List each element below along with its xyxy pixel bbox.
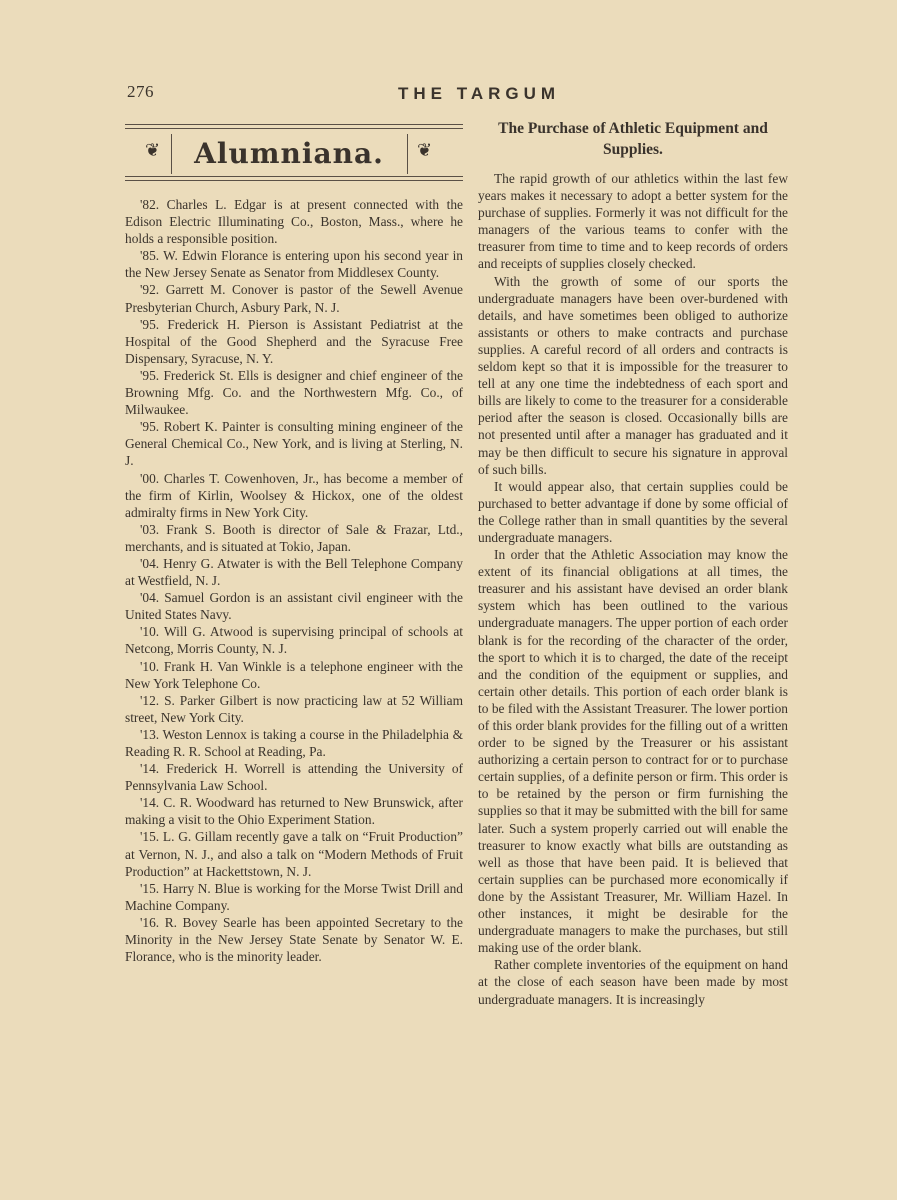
alumni-entry: '95. Frederick H. Pierson is Assistant Pediatrist at the Hospital of the Good Shepherd and the Syracuse Free Dispensary, Syracuse, N. Y. — [125, 316, 463, 366]
alumni-entry: '10. Will G. Atwood is supervising principal of schools at Netcong, Morris County, N. J. — [125, 624, 463, 657]
article-body — [478, 170, 788, 1008]
heading-rule — [125, 180, 463, 181]
alumni-heading: Alumniana. — [194, 137, 384, 170]
alumni-entry: '12. S. Parker Gilbert is now practicing law at 52 William street, New York City. — [125, 692, 463, 725]
alumni-entry: '00. Charles T. Cowenhoven, Jr., has become a member of the firm of Kirlin, Woolsey & Hickox, one of the oldest admiralty firms in New York City. — [125, 470, 463, 520]
alumni-entry: '14. Frederick H. Worrell is attending the University of Pennsylvania Law School. — [125, 761, 463, 794]
page-number: 276 — [127, 82, 154, 101]
alumni-list — [125, 196, 463, 965]
leaf-ornament-icon: ❦ — [417, 140, 433, 160]
article-paragraph: Rather complete inventories of the equipment on hand at the close of each season have been made by most undergraduate managers. It is increasingly — [478, 957, 788, 1007]
alumni-entry: '03. Frank S. Booth is director of Sale & Frazar, Ltd., merchants, and is situated at Tokio, Japan. — [125, 521, 463, 554]
alumni-entry: '04. Henry G. Atwater is with the Bell Telephone Company at Westfield, N. J. — [125, 555, 463, 589]
article-paragraph: The rapid growth of our athletics within the last few years makes it necessary to adopt a better system for the purchase of supplies. Formerly it was not difficult for the managers of the various teams to confer with the treasurer from time to time and to keep records of orders and receipts of supplies closely checked. — [478, 171, 788, 272]
alumni-entry: '82. Charles L. Edgar is at present connected with the Edison Electric Illuminating Co., Boston, Mass., where he holds a responsible position. — [125, 197, 463, 247]
alumni-entry: '92. Garrett M. Conover is pastor of the Sewell Avenue Presbyterian Church, Asbury Park, N. J. — [125, 282, 463, 315]
article-paragraph: In order that the Athletic Association may know the extent of its financial obligations at all times, the treasurer and his assistant have devised an order blank system which has been outlined to the various undergraduate managers. The upper portion of each order blank is for the recording of the character of the order, the sport to which it is to charged, the date of the receipt and the condition of the equipment or supplies, and certain other details. This portion of each order blank is to be filed with the Assistant Treasurer. The lower portion of this order blank provides for the filling out of a written order to be signed by the Treasurer or his assistant authorizing a certain person to contract for or to purchase certain supplies, of a definite person or firm. This order is to be retained by the person or firm furnishing the supplies so that it may be submitted with the bill for same later. Such a system properly carried out will enable the treasurer to know exactly what bills are outstanding as well as those that have been paid. It is believed that certain supplies can be purchased more economically if done by the Assistant Treasurer, Mr. William Hazel. In other instances, it might be desirable for the undergraduate managers to make the purchases, but still making use of the order blank. — [478, 547, 788, 956]
heading-rule — [125, 128, 463, 129]
article-paragraph: With the growth of some of our sports the undergraduate managers have been over-burdened with details, and have sometimes been obliged to authorize assistants or others to make contracts and purchase supplies. A careful record of all orders and contracts is seldom kept so that it is impossible for the treasurer to tell at any one time the indebtedness of each sport and bills are likely to come to the treasurer for a considerable period after the season is closed. Occasionally bills are not presented until after a manager has graduated and it may be then difficult to secure his signature in approval of such bills. — [478, 273, 788, 477]
alumni-entry: '16. R. Bovey Searle has been appointed Secretary to the Minority in the New Jersey State Senate by Senator W. E. Florance, who is the minority leader. — [125, 914, 463, 965]
article-paragraph: It would appear also, that certain supplies could be purchased to better advantage if done by some official of the College rather than in small quantities by the several undergraduate managers. — [478, 478, 788, 545]
heading-rule — [125, 176, 463, 177]
article-column — [478, 118, 788, 1008]
alumni-entry: '13. Weston Lennox is taking a course in the Philadelphia & Reading R. R. School at Reading, Pa. — [125, 726, 463, 759]
alumni-entry: '04. Samuel Gordon is an assistant civil engineer with the United States Navy. — [125, 590, 463, 623]
alumni-entry: '15. L. G. Gillam recently gave a talk on “Fruit Production” at Vernon, N. J., and also a talk on “Modern Methods of Fruit Production” at Hackettstown, N. J. — [125, 829, 463, 879]
alumni-entry: '95. Robert K. Painter is consulting mining engineer of the General Chemical Co., New York, and is living at Sterling, N. J. — [125, 419, 463, 469]
leaf-ornament-icon: ❦ — [145, 140, 161, 160]
heading-rule — [125, 124, 463, 125]
alumni-entry: '10. Frank H. Van Winkle is a telephone engineer with the New York Telephone Co. — [125, 658, 463, 691]
alumni-heading-box — [125, 124, 463, 184]
heading-divider — [407, 134, 408, 174]
alumni-entry: '95. Frederick St. Ells is designer and chief engineer of the Browning Mfg. Co. and the Northwestern Mfg. Co., of Milwaukee. — [125, 367, 463, 418]
alumni-entry: '15. Harry N. Blue is working for the Morse Twist Drill and Machine Company. — [125, 880, 463, 913]
alumni-entry: '85. W. Edwin Florance is entering upon his second year in the New Jersey Senate as Senator from Middlesex County. — [125, 248, 463, 281]
alumni-column — [125, 124, 463, 965]
article-title: The Purchase of Athletic Equipment and Supplies. — [498, 120, 768, 158]
running-head: THE TARGUM — [398, 84, 561, 103]
alumni-entry: '14. C. R. Woodward has returned to New Brunswick, after making a visit to the Ohio Experiment Station. — [125, 795, 463, 828]
